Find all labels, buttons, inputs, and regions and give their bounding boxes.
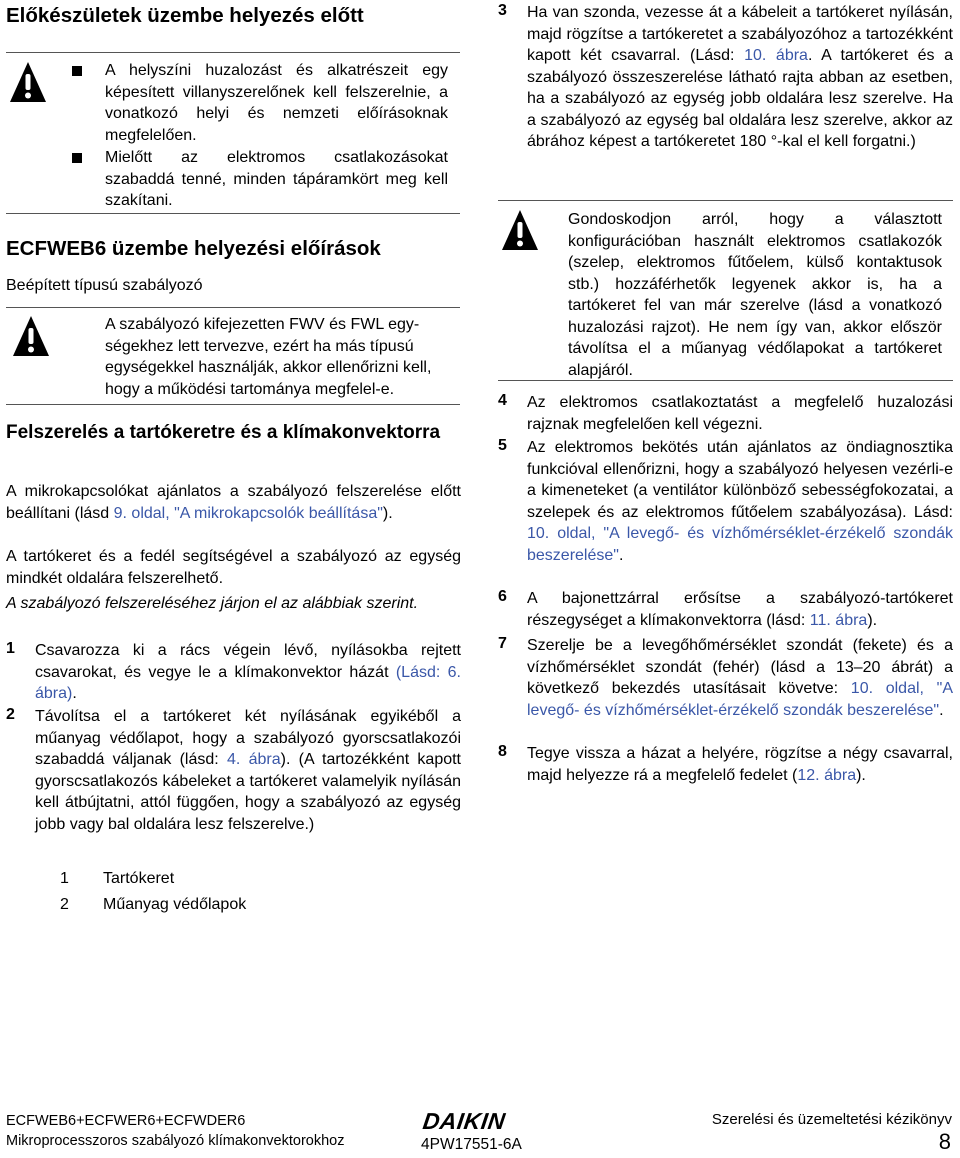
step-text-part: Távolítsa el a tartókeret két nyílásának egyikéből a műanyag védőlapot, hogy a szabályozó gyorscsatlakozói szabaddá váljanak (lásd: bbox=[35, 708, 461, 768]
step-number: 5 bbox=[498, 437, 507, 454]
footer-description: Mikroprocesszoros szabályozó klímakonvektorokhoz bbox=[6, 1133, 345, 1149]
warning-icon bbox=[11, 314, 51, 358]
warning-text: Gondoskodjon arról, hogy a választott konfigurációban használt elektromos csatlakozók (szelep, elektromos fűtőelem, külső kontaktusok stb.) hozzáférhetők legyenek akkor is, ha a tartókeret fel van már szerelve (lásd a vonatkozó huzalozási rajzot). He nem így van, akkor először távolítsa el a műanyag védőlapokat a tartókeret alapjáról. bbox=[568, 211, 942, 379]
divider bbox=[6, 307, 460, 308]
step-text-part: Ha van szonda, vezesse át a kábeleit a tartókeret nyílásán, majd rögzítse a tartókeretet a szabályozóhoz a tartozékként kapott két csavarral. (Lásd: bbox=[527, 4, 953, 64]
step-text bbox=[527, 437, 953, 566]
bullet-text: Mielőtt az elektromos csatlakozásokat szabaddá tenné, minden tápáramkört meg kell szakítani. bbox=[105, 149, 448, 209]
step-text bbox=[35, 706, 461, 835]
divider bbox=[6, 404, 460, 405]
section-title-mounting bbox=[6, 420, 461, 445]
step-text-part: Az elektromos bekötés után ajánlatos az öndiagnosztika funkcióval ellenőrizni, hogy a szabályozó helyesen vezérli-e a kimeneteket (a ventilátor különböző sebességfokozatai, a szelepek és az elektromos fűtőelem szabályozása). Lásd: bbox=[527, 439, 953, 521]
page-link[interactable]: 9. oldal, "A mikrokapcsolók beállítása" bbox=[113, 504, 383, 522]
step-text-part: ). bbox=[856, 766, 866, 784]
paragraph-italic: A szabályozó felszereléséhez járjon el az alábbiak szerint. bbox=[6, 595, 419, 612]
step-text-part: . bbox=[618, 546, 624, 564]
bullet-icon bbox=[72, 153, 82, 163]
step-number: 3 bbox=[498, 2, 507, 19]
daikin-logo: DAIKIN bbox=[421, 1108, 508, 1134]
paragraph-text: A mikrokapcsolókat ajánlatos a szabályozó felszerelése előtt beállítani (lásd bbox=[6, 483, 461, 522]
figure-link[interactable]: 12. ábra bbox=[797, 766, 857, 784]
page-number: 8 bbox=[938, 1129, 951, 1154]
step-number: 6 bbox=[498, 588, 507, 605]
step-number: 4 bbox=[498, 392, 507, 409]
legend-number: 2 bbox=[60, 896, 69, 913]
paragraph: A tartókeret és a fedél segítségével a szabályozó az egység mindkét oldalára felszerelhető. bbox=[6, 548, 461, 587]
step-number: 8 bbox=[498, 743, 507, 760]
step-text bbox=[527, 2, 953, 153]
section-title-install: ECFWEB6 üzembe helyezési előírások bbox=[6, 237, 381, 260]
figure-link[interactable]: 4. ábra bbox=[226, 751, 281, 768]
step-number: 1 bbox=[6, 640, 15, 657]
footer-manual-title: Szerelési és üzemeltetési kézikönyv bbox=[711, 1111, 952, 1128]
figure-link[interactable]: 10. ábra bbox=[744, 47, 808, 64]
bullet-text: A helyszíni huzalozást és alkatrészeit egy képesített villanyszerelőnek kell felszerelnie, a vonatkozó helyi és nemzeti előírásoknak megfelelően. bbox=[105, 62, 448, 144]
divider bbox=[6, 213, 460, 214]
step-text-part: Szerelje be a levegőhőmérséklet szondát (fekete) és a vízhőmérséklet szondát (fehér) (lásd a 13–20 ábrát) a következő bekezdés utasításait követve: bbox=[527, 637, 953, 697]
warning-icon bbox=[500, 208, 540, 252]
section-title-text: Felszerelés a tartókeretre és a klímakonvektorra bbox=[6, 422, 441, 443]
divider bbox=[498, 200, 953, 201]
step-text: Az elektromos csatlakoztatást a megfelelő huzalozási rajznak megfelelően kell végezni. bbox=[527, 394, 953, 433]
step-number: 7 bbox=[498, 635, 507, 652]
legend-text: Tartókeret bbox=[103, 870, 175, 887]
step-text-part: . bbox=[939, 701, 944, 719]
paragraph bbox=[6, 481, 461, 524]
legend-text: Műanyag védőlapok bbox=[103, 896, 247, 913]
step-text-part: Tegye vissza a házat a helyére, rögzítse a négy csavarral, majd helyezze rá a megfelelő fedelet ( bbox=[527, 745, 953, 784]
step-text-part: ). bbox=[867, 611, 878, 629]
step-text-part: . A tartókeret és a szabályozó összeszerelése látható rajta abban az esetben, ha a szabályozó az egység jobb oldalára lesz szerelve. Ha a szabályozó az egység bal oldalára lesz szerelve, akkor az ábrához képest a tartókeretet 180 °-kal el kell forgatni.) bbox=[527, 47, 954, 150]
bullet-icon bbox=[72, 66, 82, 76]
step-text bbox=[527, 743, 953, 786]
divider bbox=[498, 380, 953, 381]
step-text-part: Csavarozza ki a rács végein lévő, nyílásokba rejtett csavarokat, és vegye le a klímakonvektor házát bbox=[35, 642, 461, 681]
step-text-part: . bbox=[72, 685, 77, 702]
step-text-part: ). (A tartozékként kapott gyorscsatlakozós kábeleket a tartókeret valamelyik nyílásán kell átbújtatni, attól függően, hogy a szabályozó az egység jobb vagy bal oldalára lesz felszerelve.) bbox=[35, 751, 462, 833]
footer-code: 4PW17551-6A bbox=[421, 1136, 522, 1153]
figure-link[interactable]: (Lásd: 6. ábra) bbox=[35, 663, 461, 702]
divider bbox=[6, 52, 460, 53]
page-link[interactable]: 10. oldal, "A levegő- és vízhőmérséklet-érzékelő szondák beszerelése" bbox=[527, 525, 953, 564]
step-text bbox=[527, 588, 953, 631]
section-title-preparation: Előkészületek üzembe helyezés előtt bbox=[6, 4, 364, 27]
step-text-part: A bajonettzárral erősítse a szabályozó-tartókeret részegységet a klímakonvektorra (lásd: bbox=[527, 590, 953, 629]
warning-text: A szabályozó kifejezetten FWV és FWL egy-ségekhez lett tervezve, ezért ha más típusú egységekkel használják, akkor ellenőrizni kell, hogy a működési tartománya megfelel-e. bbox=[105, 316, 432, 398]
figure-link[interactable]: 11. ábra bbox=[809, 611, 868, 629]
footer-models: ECFWEB6+ECFWER6+ECFWDER6 bbox=[6, 1113, 246, 1129]
legend-number: 1 bbox=[60, 870, 69, 887]
warning-icon bbox=[8, 60, 48, 104]
subtitle: Beépített típusú szabályozó bbox=[6, 277, 203, 294]
page-link[interactable]: 10. oldal, "A levegő- és vízhőmérséklet-érzékelő szondák beszerelése" bbox=[527, 680, 954, 719]
paragraph-text: ). bbox=[382, 504, 393, 522]
step-text bbox=[527, 635, 953, 721]
step-text bbox=[35, 640, 461, 705]
step-number: 2 bbox=[6, 706, 15, 723]
